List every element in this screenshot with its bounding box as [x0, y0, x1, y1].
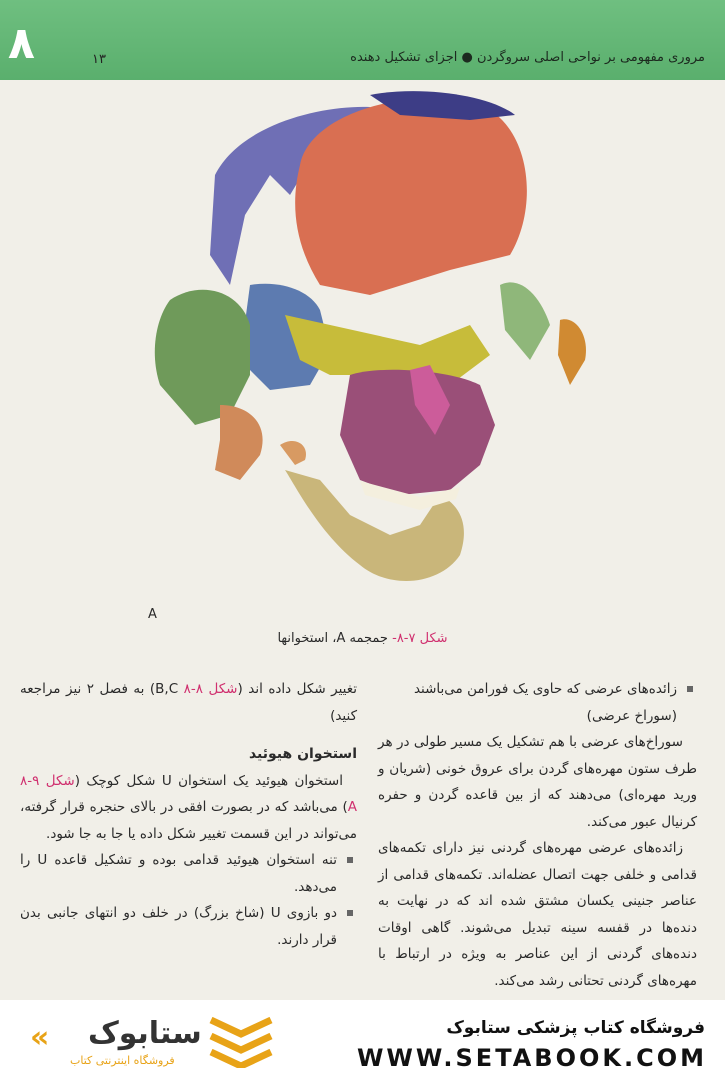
paragraph-tubercles: زائده‌های عرضی مهره‌های گردنی نیز دارای تکمه‌های قدامی و خلفی جهت اتصال عضله‌اند. تکمه‌های قدامی از عناصر جنینی یکسان مشتق شده اند که در نهایت به دنده‌ها در قفسه سینه تبدیل می‌شوند. گاهی اوقات دنده‌های گردنی از این عناصر به ویژه در ارتباط با مهره‌های گردنی تحتانی رشد می‌کند. [378, 840, 697, 989]
section-heading-hyoid: استخوان هیوئید [248, 746, 357, 762]
store-banner[interactable] [0, 1000, 725, 1080]
para-end: B,C) به فصل ۲ نیز مراجعه کنید) [20, 681, 357, 724]
page-number: ۱۳ [92, 52, 106, 67]
figure-caption [0, 631, 725, 646]
bullet-transverse-processes [378, 676, 697, 729]
page-header [0, 0, 725, 80]
figure-ref-link[interactable]: شکل ۸-۸ [183, 681, 238, 697]
paragraph-continued [20, 676, 357, 729]
para-start: تغییر شکل داده اند ( [237, 681, 357, 697]
shop-url[interactable]: WWW.SETABOOK.COM [356, 1044, 707, 1072]
bullet-line-2: (سوراخ عرضی) [586, 707, 677, 724]
hyoid-end: ) می‌باشد که در بصورت افقی در بالای حنجره قرار گرفته، می‌تواند در این قسمت تغییر شکل داده یا جا به جا شود. [20, 799, 357, 842]
caption-figure-ref: شکل ۷-۸- [392, 631, 448, 646]
double-chevron-left-icon: « [30, 1020, 50, 1055]
shop-name: فروشگاه کتاب پزشکی ستابوک [446, 1018, 705, 1038]
paragraph-hyoid [20, 768, 357, 848]
bullet-line-1: زائده‌های عرضی که حاوی یک فورامن می‌باشند [413, 681, 677, 697]
logo-tagline: فروشگاه اینترنتی کتاب [70, 1054, 175, 1067]
caption-text: جمجمه A، استخوانها [277, 631, 393, 646]
chapter-number: ۸ [8, 18, 35, 69]
skull-exploded-illustration [120, 85, 610, 615]
paragraph-foramina: سوراخ‌های عرضی با هم تشکیل یک مسیر طولی در هر طرف ستون مهره‌های گردن برای عروق خونی (شریان و ورید مهره‌ای) می‌دهند که از بین قاعده گردن و حفره کرنیال عبور می‌کند. [378, 734, 697, 830]
hyoid-start: استخوان هیوئید یک استخوان U شکل کوچک ( [74, 772, 343, 789]
bullet-hyoid-body: تنه استخوان هیوئید قدامی بوده و تشکیل قاعده U را می‌دهد. [20, 847, 357, 900]
hyoid-figure-ref-link[interactable]: شکل ۹-۸ A [20, 772, 357, 815]
setabook-logo-icon [206, 1014, 276, 1068]
setabook-logo-text [30, 1012, 202, 1070]
bullet-hyoid-horns: دو بازوی U (شاخ بزرگ) در خلف دو انتهای جانبی بدن قرار دارند. [20, 900, 357, 953]
logo-word: ستابوک [88, 1016, 202, 1051]
right-column [378, 676, 697, 994]
figure-panel-letter: A [148, 607, 157, 622]
left-column [20, 676, 357, 953]
running-title: مروری مفهومی بر نواحی اصلی سروگردن ● اجزای تشکیل دهنده [350, 50, 705, 65]
